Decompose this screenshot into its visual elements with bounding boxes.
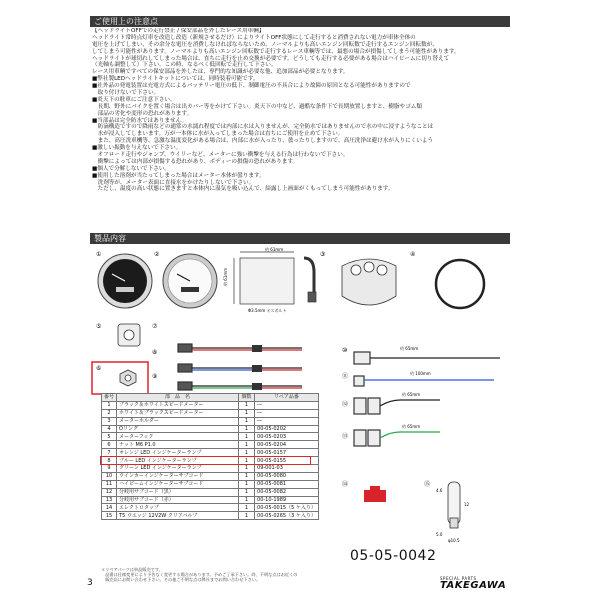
meter-hook-figure	[118, 324, 140, 346]
cell-number: 13	[102, 496, 117, 504]
indicator-lamp-orange-figure	[178, 344, 302, 352]
cell-quantity: 1	[239, 480, 255, 488]
fig-num-10: ⑩	[342, 347, 348, 354]
fig-num-11: ⑪	[342, 373, 349, 380]
header-number: 番号	[102, 394, 117, 402]
brand-small: SPECIAL PARTS	[440, 576, 477, 581]
speedometer-white-figure	[163, 254, 217, 308]
notes-line: レース用車輌ですべての保安部品を外したは、専門的な知識が必要な他、追加部品が必要となります。	[92, 69, 349, 76]
fig-num-6: ⑥	[96, 365, 102, 372]
section-header-notes: ご使用上の注意点	[90, 16, 510, 27]
bulb-dim-1: 4.6	[436, 488, 443, 493]
cell-part-name: ナット M6 P1.0	[117, 441, 239, 449]
header-quantity: 個数	[239, 394, 255, 402]
cell-part-name: Oリング	[117, 425, 239, 433]
cell-repair-number: 00-05-0081	[255, 480, 319, 488]
footnote-line: ＊リペアパーツは単品販売です。	[101, 567, 163, 572]
fig-num-15: ⑮	[424, 481, 431, 488]
header-repair-number: リペア品番	[255, 394, 319, 402]
table-row	[102, 417, 319, 425]
branch-cord-red-figure	[354, 430, 440, 446]
cell-number: 11	[102, 480, 117, 488]
cell-quantity: 1	[239, 512, 255, 520]
cell-number: 14	[102, 504, 117, 512]
meter-holder-figure	[342, 259, 396, 305]
cell-part-name: 分岐用サブコード（黒）	[117, 488, 239, 496]
parts-table-header	[102, 394, 319, 402]
fig-num-13: ⑬	[342, 433, 349, 440]
table-row	[102, 488, 319, 496]
t5-bulb-figure	[448, 482, 460, 528]
cell-repair-number: 00-05-0203	[255, 433, 319, 441]
cell-number: 5	[102, 433, 117, 441]
indicator-lamp-green-figure	[178, 382, 302, 390]
bulb-dim-2: 12	[464, 502, 470, 507]
dim-height: 約 61mm	[223, 267, 228, 286]
cell-repair-number: 09-001-03	[255, 465, 319, 473]
notes-line: 電圧を上げてしまい、その余分な電圧を消費しなければならないため、ノーマルよりも高いエンジン回転数で走行するエンジン回転数が、	[92, 41, 438, 48]
cell-number: 3	[102, 417, 117, 425]
dim-100: 約 100mm	[410, 371, 431, 376]
footnote-line: 販売店にお問い合わせ下さい。その他ご不明な点は弊社までお問い合わせ下さい。	[101, 577, 261, 583]
notes-line: 【ヘッドライトOFFでの走行禁止 / 保安部品を外したレース用車輌】	[92, 28, 265, 34]
notes-line: ■個人で分解しないで下さい。	[92, 165, 171, 172]
fig-num-4: ④	[410, 251, 416, 258]
bulb-dim-4: φ10.5	[448, 538, 460, 543]
winker-sub-cord-figure	[354, 352, 500, 364]
notes-line: ヘッドライト常時点灯車を改造し改造（新規させるだけ）によりライトOFF状態にして走行すると消費されない電力が車体全体の	[92, 34, 416, 41]
notes-line: オフロード走行やジャンプ、ウイリーなど、メーターに強い衝撃を与える行為は行わないで下さい。	[92, 152, 349, 159]
page-number: 3	[87, 578, 93, 588]
o-ring-figure	[436, 260, 484, 308]
cell-part-name: T5 ウエッジ 12V2W クリアバルブ	[117, 512, 239, 520]
fig-num-5: ⑤	[96, 323, 102, 330]
table-row	[102, 441, 319, 449]
cell-repair-number: ―	[255, 401, 319, 409]
notes-line: 部品の劣化や変形の恐れがあります。	[92, 110, 193, 117]
part-number: 05-05-0042	[350, 548, 437, 564]
cell-number: 15	[102, 512, 117, 520]
cell-quantity: 1	[239, 417, 255, 425]
cell-repair-number: 00-05-0202	[255, 425, 319, 433]
notes-line: ■弊社製LEDヘッドライトキットについては、同時装着可能です。	[92, 76, 259, 83]
cell-repair-number: 00-05-0080	[255, 472, 319, 480]
footnote-line: 品番は仕様変更により予告なく変更する場合があります。予めご了承下さい。尚、不明な点はお近くの	[101, 572, 298, 578]
table-row	[102, 425, 319, 433]
table-row	[102, 496, 319, 504]
table-row	[102, 465, 319, 473]
cell-part-name: メーターフック	[117, 433, 239, 441]
notes-line: （光軸も調整して）下さい。この時、なるべく低回転で走行して下さい。	[92, 62, 277, 69]
cell-quantity: 1	[239, 449, 255, 457]
cell-number: 7	[102, 449, 117, 457]
cell-number: 9	[102, 465, 117, 473]
cell-repair-number: 00-05-0265（3 ケ入り）	[255, 512, 319, 520]
dim-65c: 約 65mm	[402, 424, 421, 429]
footnote	[101, 567, 341, 583]
cell-number: 10	[102, 472, 117, 480]
indicator-lamp-blue-figure	[178, 364, 302, 372]
cell-part-name: グリーン LED インジケーターランプ	[117, 465, 239, 473]
cell-number: 8	[102, 457, 117, 465]
table-row	[102, 433, 319, 441]
cell-repair-number: 00-05-0082	[255, 488, 319, 496]
notes-line: してしまう可能性があります。ノーマルよりも高いエンジン回転数で走行するレース車輌等では、最悪の場合が損傷してしまう可能性があります。	[92, 48, 460, 55]
cell-quantity: 1	[239, 409, 255, 417]
table-row	[102, 472, 319, 480]
cell-quantity: 1	[239, 472, 255, 480]
electro-tap-figure	[364, 486, 386, 502]
cell-part-name: ブラック＆ホワイトスピードメーター	[117, 401, 239, 409]
cell-part-name: オレンジ LED インジケーターランプ	[117, 449, 239, 457]
fig-num-1: ①	[96, 251, 102, 258]
cell-quantity: 1	[239, 457, 255, 465]
sub-cord-figures	[340, 342, 512, 547]
cell-part-name: エレクトロタップ	[117, 504, 239, 512]
section-header-contents: 製品内容	[90, 233, 510, 244]
cell-quantity: 1	[239, 401, 255, 409]
dim-bolt: Φ3.5mm オスボルト	[248, 308, 287, 313]
notes-line: ■使用した溶剤が当たってしまった場合はメーター本体が曇ります。	[92, 172, 265, 179]
notes-line: ■炎天下の駐車にご注意下さい。	[92, 96, 176, 103]
dim-65a: 約 65mm	[400, 346, 419, 351]
cell-part-name: ホワイト＆ブラックスピードメーター	[117, 409, 239, 417]
cell-repair-number: 00-10-1989	[255, 496, 319, 504]
fig-num-8: ⑧	[152, 349, 158, 356]
header-part-name: 部 品 名	[117, 394, 239, 402]
cell-part-name: 分岐用サブコード（赤）	[117, 496, 239, 504]
fig-num-12: ⑫	[342, 401, 349, 408]
cell-repair-number: ―	[255, 417, 319, 425]
cell-part-name: ブルー LED インジケーターランプ	[117, 457, 239, 465]
cell-quantity: 1	[239, 488, 255, 496]
cell-number: 6	[102, 441, 117, 449]
cell-repair-number: 00-05-0157	[255, 449, 319, 457]
fig-num-3: ③	[320, 251, 326, 258]
notes-line: ただし、温度の高い状態に置きますと本体内に湿気を吸い込んで、結露し上画面がくもってしまう可能性があります。	[92, 186, 394, 193]
fig-num-9: ⑨	[152, 373, 158, 380]
cell-quantity: 1	[239, 425, 255, 433]
dim-65b: 約 65mm	[402, 392, 421, 397]
cell-number: 12	[102, 488, 117, 496]
table-row	[102, 512, 319, 520]
cell-part-name: ハイビームインジケーターサブコード	[117, 480, 239, 488]
notes-line: ■激しい振動を与えないで下さい。	[92, 145, 182, 152]
cell-quantity: 1	[239, 496, 255, 504]
table-row	[102, 504, 319, 512]
table-row	[102, 480, 319, 488]
fig-num-2: ②	[154, 251, 160, 258]
cell-repair-number: 00-05-0155	[255, 457, 319, 465]
cell-quantity: 1	[239, 433, 255, 441]
cell-quantity: 1	[239, 465, 255, 473]
table-row	[102, 409, 319, 417]
dim-width: 約 61mm	[265, 247, 284, 252]
bulb-dim-3: 5.0	[436, 532, 443, 537]
notes-line: 衝撃によっては内部が損傷する恐れがあり、ボディーの損傷の恐れがあります。	[92, 158, 299, 165]
highbeam-sub-cord-figure	[354, 376, 494, 386]
meter-side-view-figure	[234, 252, 316, 304]
notes-text	[92, 28, 510, 193]
brand-name: TAKEGAWA	[440, 580, 507, 591]
cell-repair-number: 00-05-0015（5 ケ入り）	[255, 504, 319, 512]
cell-part-name: ウインカーインジケーターサブコード	[117, 472, 239, 480]
notes-line: ■当部品は完全防水ではありません。	[92, 117, 188, 124]
notes-line: 水が浸入してしまいます。万が一本体に水が入ってしまった場合は直ちにご使用を止めて下さい。	[92, 131, 344, 138]
notes-line: 取り付けないで下さい。	[92, 90, 160, 97]
cell-repair-number: 00-05-0204	[255, 441, 319, 449]
notes-line: また、高圧洗車機等、急激な温度変化がある場合は、内部に水が入ったり、曇ったりしますので、高圧洗浄は避け水が入りにくいよう	[92, 138, 434, 145]
cell-quantity: 1	[239, 504, 255, 512]
notes-line: 長期、野外にバイクを置く場合は出カバー等をかけて下さい。炎天下の中など、過酷な条件下で長期放置しますと、樹脂やゴム類	[92, 103, 422, 110]
cell-number: 2	[102, 409, 117, 417]
cell-repair-number: ―	[255, 409, 319, 417]
nut-row-highlight	[100, 456, 311, 465]
notes-line: 防滴構造ですので降雨などの通常の水濡れ程度では内部に水は入りませんが、完全防水ではありませんので水の中に浸すようなことは	[92, 124, 434, 131]
notes-line: ヘッドライトが球切れしてしまった場合は、直ちに走行を止め交換が必要です。どうしても走行する必要がある場合はハイビームに切り替えて	[92, 55, 450, 62]
cell-number: 1	[102, 401, 117, 409]
branch-cord-black-figure	[354, 398, 440, 414]
cell-number: 4	[102, 425, 117, 433]
table-row	[102, 401, 319, 409]
brand-logo	[440, 576, 506, 591]
cell-part-name: メーターホルダー	[117, 417, 239, 425]
fig-num-7: ⑦	[152, 323, 158, 330]
notes-line: 洗剤等が、メーター表面に直接水をかけたりしないで下さい。	[92, 179, 255, 186]
cell-quantity: 1	[239, 441, 255, 449]
nut-figure	[120, 370, 136, 386]
speedometer-black-figure	[98, 254, 152, 308]
fig-num-14: ⑭	[342, 481, 349, 488]
notes-line: ■社外品の発電装置は充電方式によるバッテリー電圧の低下、制御電圧の不具合により故障の原因となる可能性がありますので	[92, 83, 411, 90]
